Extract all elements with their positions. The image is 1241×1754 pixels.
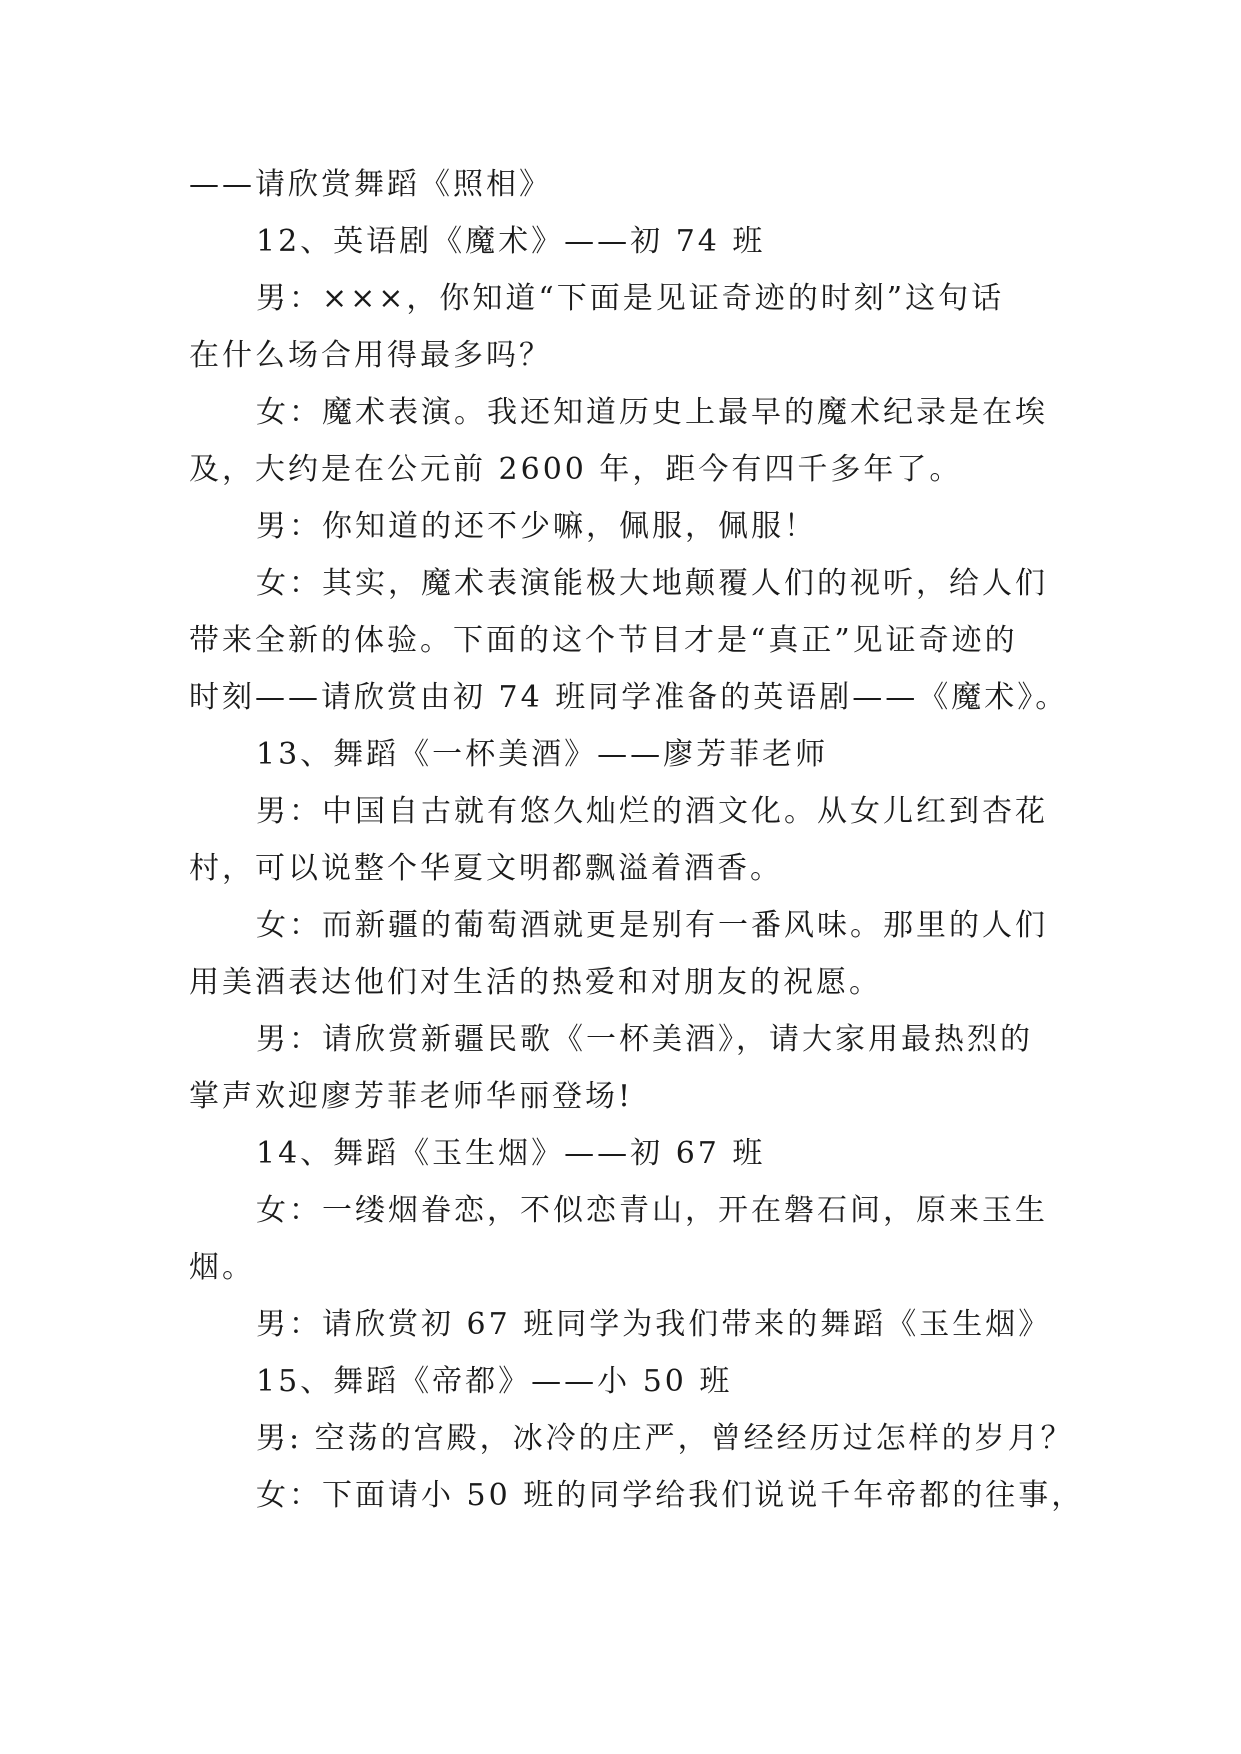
text-line: 男：中国自古就有悠久灿烂的酒文化。从女儿红到杏花	[256, 794, 1048, 829]
text-line: 在什么场合用得最多吗？	[189, 338, 552, 373]
text-line: 带来全新的体验。下面的这个节目才是“真正”见证奇迹的	[189, 623, 1018, 658]
text-line: 及，大约是在公元前 2600 年，距今有四千多年了。	[189, 452, 963, 487]
text-line: 男：你知道的还不少嘛，佩服，佩服！	[256, 509, 817, 544]
text-line: 男：请欣赏初 67 班同学为我们带来的舞蹈《玉生烟》	[256, 1307, 1052, 1342]
text-line: 女：其实，魔术表演能极大地颠覆人们的视听，给人们	[256, 566, 1048, 601]
text-line: 掌声欢迎廖芳菲老师华丽登场!	[189, 1079, 634, 1114]
text-line: 村，可以说整个华夏文明都飘溢着酒香。	[189, 851, 783, 886]
text-line: 女：下面请小 50 班的同学给我们说说千年帝都的往事，	[256, 1478, 1085, 1513]
section-heading: 13、舞蹈《一杯美酒》——廖芳菲老师	[256, 737, 829, 772]
text-line: 女：一缕烟眷恋，不似恋青山，开在磐石间，原来玉生	[256, 1193, 1048, 1228]
section-heading: 12、英语剧《魔术》——初 74 班	[256, 224, 766, 259]
text-line: 用美酒表达他们对生活的热爱和对朋友的祝愿。	[189, 965, 882, 1000]
text-line: 烟。	[189, 1250, 255, 1285]
section-heading: 15、舞蹈《帝都》——小 50 班	[256, 1364, 733, 1399]
text-line: 女：而新疆的葡萄酒就更是别有一番风味。那里的人们	[256, 908, 1048, 943]
text-line: 男：请欣赏新疆民歌《一杯美酒》，请大家用最热烈的	[256, 1022, 1033, 1057]
text-line: 女：魔术表演。我还知道历史上最早的魔术纪录是在埃	[256, 395, 1048, 430]
text-line: 时刻——请欣赏由初 74 班同学准备的英语剧——《魔术》。	[189, 680, 1069, 715]
text-line: 男: 空荡的宫殿，冰冷的庄严，曾经经历过怎样的岁月？	[256, 1421, 1074, 1456]
text-line: ——请欣赏舞蹈《照相》	[189, 167, 552, 202]
text-line: 男：×××，你知道“下面是见证奇迹的时刻”这句话	[256, 281, 1005, 316]
section-heading: 14、舞蹈《玉生烟》——初 67 班	[256, 1136, 766, 1171]
